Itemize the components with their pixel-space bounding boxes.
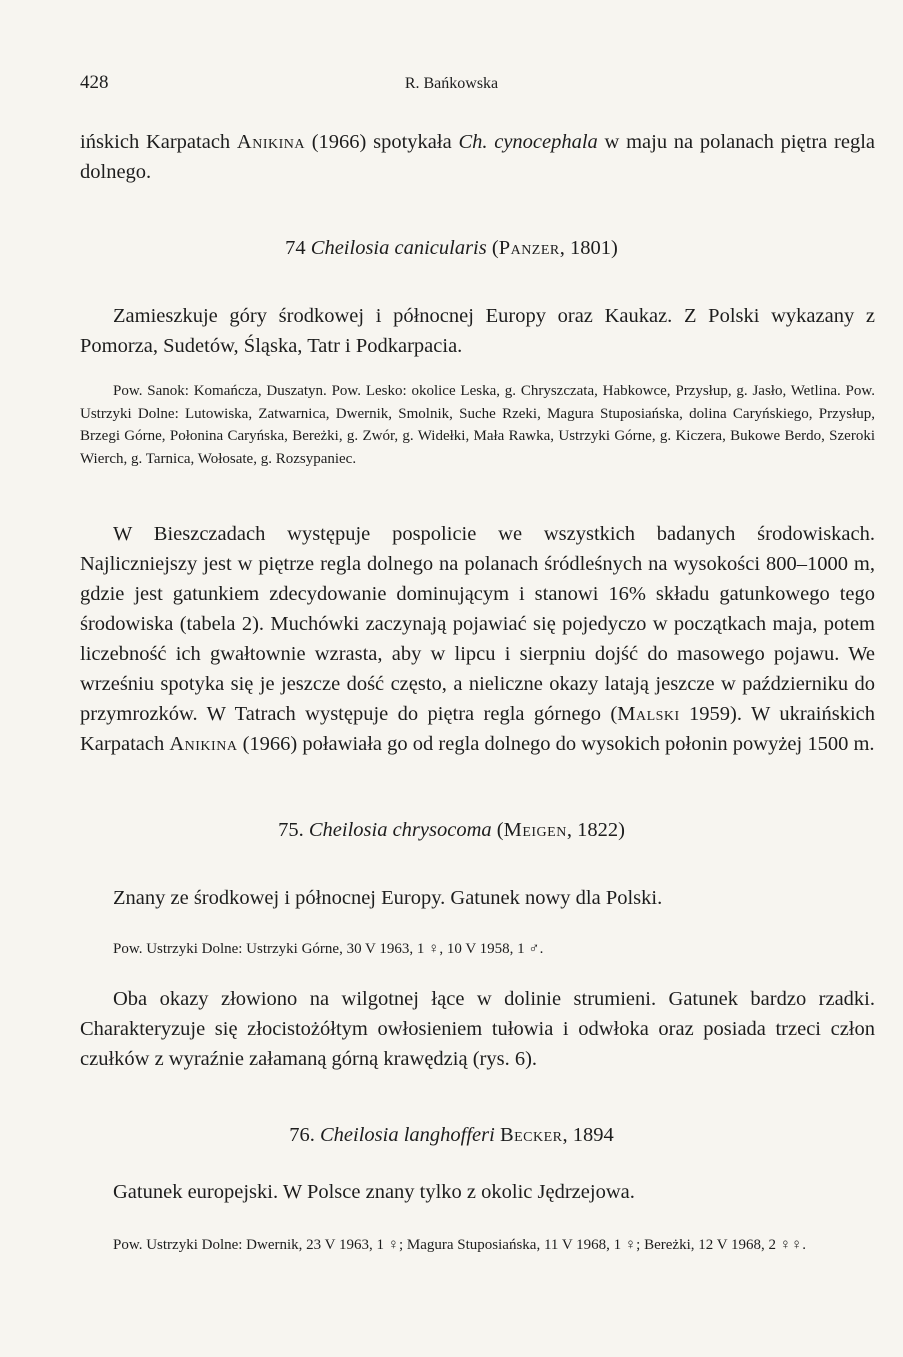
species-heading-75 bbox=[0, 815, 903, 845]
distribution-75: Znany ze środkowej i północnej Europy. Gatunek nowy dla Polski. bbox=[113, 887, 663, 909]
running-header-author: R. Bańkowska bbox=[404, 75, 499, 92]
distribution-76: Gatunek europejski. W Polsce znany tylko z okolic Jędrzejowa. bbox=[113, 1181, 635, 1203]
species-name: Cheilosia langhofferi bbox=[319, 1124, 495, 1146]
species-number: 75. bbox=[278, 819, 309, 841]
species-author: Meigen bbox=[503, 819, 567, 841]
species-name: Ch. cynocephala bbox=[458, 131, 598, 153]
species-number: 76. bbox=[289, 1124, 320, 1146]
species-name: Cheilosia chrysocoma bbox=[308, 819, 492, 841]
text: (1966) spotykała bbox=[305, 131, 459, 153]
localities-76: Pow. Ustrzyki Dolne: Dwernik, 23 V 1963, 1 ♀; Magura Stuposiańska, 11 V 1968, 1 ♀; Bereżki, 12 V 1968, 2 ♀♀. bbox=[113, 1237, 807, 1253]
ecology-74 bbox=[80, 519, 875, 759]
localities-74: Pow. Sanok: Komańcza, Duszatyn. Pow. Lesko: okolice Leska, g. Chryszczata, Habkowce, Przysłup, g. Jasło, Wetlina. Pow. Ustrzyki Dolne: Lutowiska, Zatwarnica, Dwernik, Smolnik, Suche Rzeki, Magura Stuposiańska, dolina Caryńskiego, Przysłup, Brzegi Górne, Połonina Caryńska, Bereżki, g. Zwór, g. Widełki, Mała Rawka, Ustrzyki Górne, g. Kiczera, Bukowe Berdo, Szeroki Wierch, g. Tarnica, Wołosate, g. Rozsypaniec. bbox=[80, 383, 875, 468]
text: w maju na polanach piętra regla dolnego. bbox=[80, 131, 875, 183]
text: , 1801) bbox=[559, 237, 618, 259]
text: ( bbox=[486, 237, 499, 259]
author-name: Anikina bbox=[169, 733, 238, 755]
text: (1966) poławiała go od regla dolnego do wysokich połonin powyżej 1500 m. bbox=[237, 733, 875, 755]
notes-75: Oba okazy złowiono na wilgotnej łące w dolinie strumieni. Gatunek bardzo rzadki. Charakteryzuje się złocistożółtym owłosieniem tułowia i odwłoka oraz posiada trzeci człon czułków z wyraźnie załamaną górną krawędzią (rys. 6). bbox=[80, 988, 875, 1070]
species-author: Becker bbox=[499, 1124, 563, 1146]
text: 1959). W ukraińskich Karpatach bbox=[80, 703, 875, 755]
species-heading-76 bbox=[0, 1120, 903, 1150]
author-name: Malski bbox=[617, 703, 680, 725]
localities-75: Pow. Ustrzyki Dolne: Ustrzyki Górne, 30 V 1963, 1 ♀, 10 V 1958, 1 ♂. bbox=[113, 941, 544, 957]
text: , 1822) bbox=[566, 819, 625, 841]
author-name: Anikina bbox=[236, 131, 305, 153]
text: , 1894 bbox=[562, 1124, 614, 1146]
text: ( bbox=[491, 819, 504, 841]
species-name: Cheilosia canicularis bbox=[310, 237, 487, 259]
species-number: 74 bbox=[285, 237, 311, 259]
distribution-74: Zamieszkuje góry środkowej i północnej Europy oraz Kaukaz. Z Polski wykazany z Pomorza, Sudetów, Śląska, Tatr i Podkarpacia. bbox=[80, 305, 875, 357]
species-heading-74 bbox=[0, 233, 903, 263]
page-number: 428 bbox=[80, 72, 109, 93]
species-author: Panzer bbox=[498, 237, 560, 259]
text: W Bieszczadach występuje pospolicie we wszystkich badanych środowiskach. Najliczniejszy jest w piętrze regla dolnego na polanach śródleśnych na wysokości 800–1000 m, gdzie jest gatunkiem zdecydowanie dominującym i stanowi 16% składu gatunkowego tego środowiska (tabela 2). Muchówki zaczynają pojawiać się pojedyczo w początkach maja, potem liczebność ich gwałtownie wzrasta, aby w lipcu i sierpniu dojść do masowego pojawu. We wrześniu spotyka się je jeszcze dość często, a nieliczne okazy latają jeszcze w październiku do przymrozków. W Tatrach występuje do piętra regla górnego ( bbox=[80, 523, 875, 725]
intro-paragraph bbox=[80, 127, 875, 187]
text: ińskich Karpatach bbox=[80, 131, 237, 153]
